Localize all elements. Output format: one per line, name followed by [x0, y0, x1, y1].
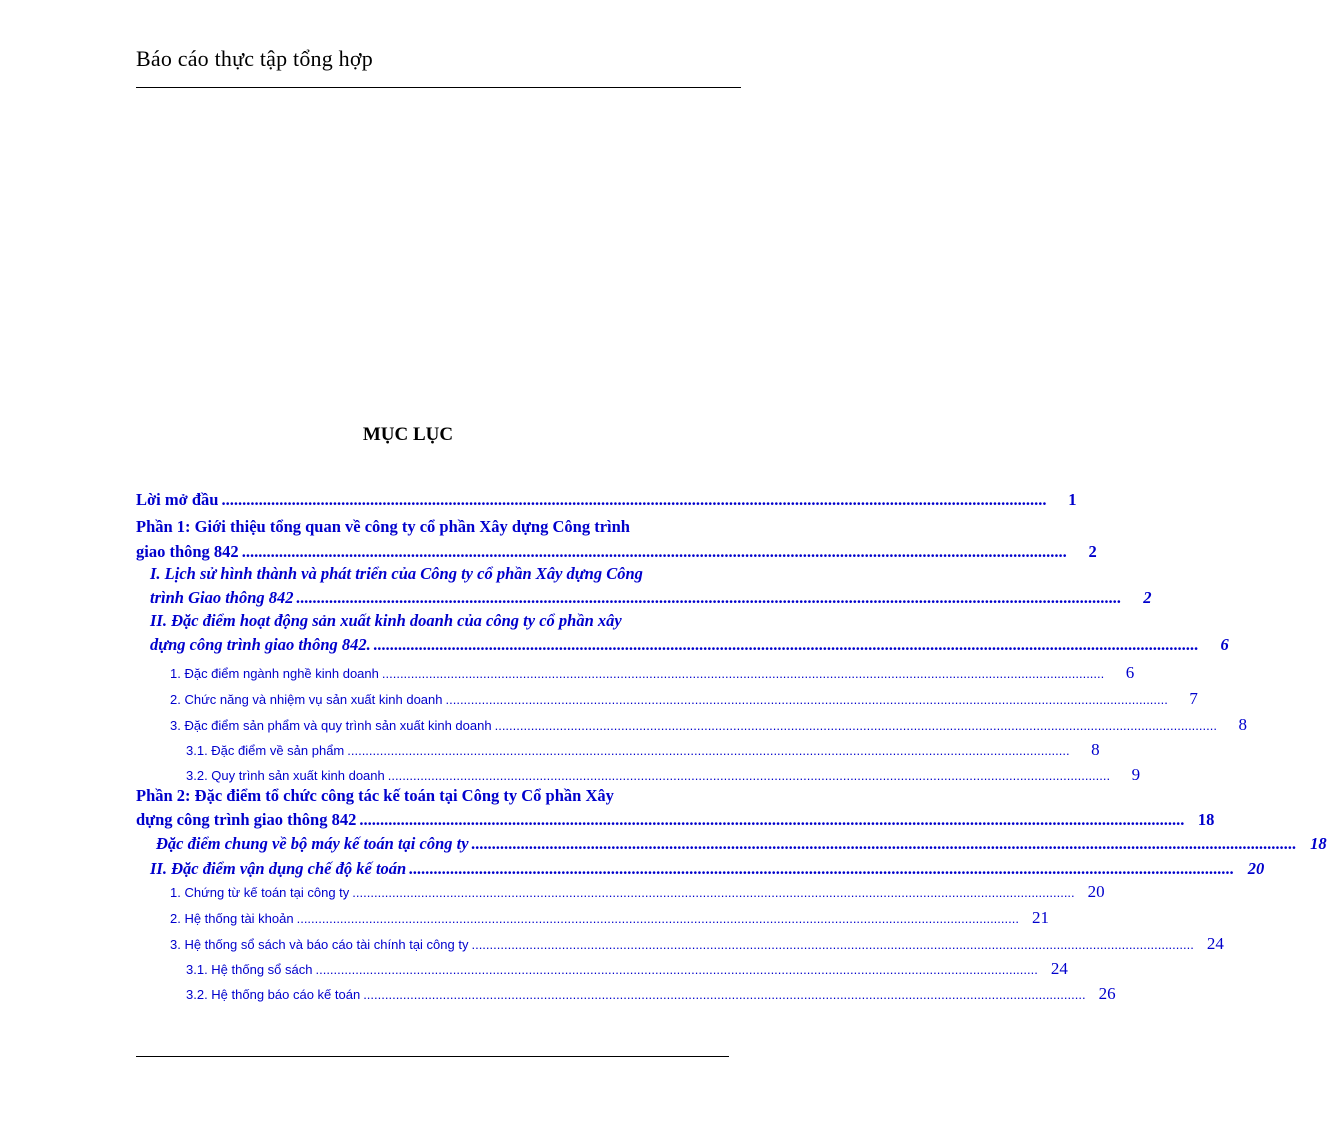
- toc-page-number: 20: [1087, 882, 1105, 901]
- toc-entry-text: 2. Hệ thống tài khoản: [170, 911, 294, 926]
- toc-leader: ........................................................................................................................................................................................................: [409, 859, 1235, 878]
- toc-entry-text: 3.2. Hệ thống báo cáo kế toán: [186, 987, 361, 1002]
- toc-entry-text: 1. Chứng từ kế toán tại công ty: [170, 885, 350, 900]
- toc-page-number: 26: [1098, 984, 1116, 1003]
- toc-entry-text: II. Đặc điểm hoạt động sản xuất kinh doanh của công ty cổ phần xây: [150, 611, 622, 630]
- toc-leader: ........................................................................................................................................................................................................: [352, 885, 1075, 900]
- toc-leader: ........................................................................................................................................................................................................: [221, 490, 1047, 509]
- page-header-title: Báo cáo thực tập tổng hợp: [136, 46, 373, 71]
- toc-page-number: 2: [1143, 588, 1152, 607]
- toc-entry-text: Phần 1: Giới thiệu tổng quan về công ty cổ phần Xây dựng Công trình: [136, 517, 630, 536]
- toc-entry-text: I. Lịch sử hình thành và phát triển của Công ty cổ phần Xây dựng Công: [150, 564, 643, 583]
- toc-leader: ........................................................................................................................................................................................................: [387, 768, 1111, 783]
- toc-heading: MỤC LỤC: [362, 424, 454, 445]
- toc-page-number: 1: [1068, 490, 1077, 509]
- toc-page-number: 18: [1310, 834, 1327, 853]
- toc-leader: ........................................................................................................................................................................................................: [296, 911, 1019, 926]
- toc-page-number: 24: [1206, 934, 1224, 953]
- toc-leader: ........................................................................................................................................................................................................: [359, 810, 1185, 829]
- toc-leader: ........................................................................................................................................................................................................: [381, 666, 1105, 681]
- toc-entry-text: dựng công trình giao thông 842.: [150, 635, 371, 654]
- toc-leader: ........................................................................................................................................................................................................: [241, 542, 1067, 561]
- toc-entry-text: Lời mở đầu: [136, 490, 219, 509]
- toc-leader: ........................................................................................................................................................................................................: [315, 962, 1038, 977]
- toc-entry-text: dựng công trình giao thông 842: [136, 810, 357, 829]
- toc-leader: ........................................................................................................................................................................................................: [471, 937, 1194, 952]
- toc-leader: ........................................................................................................................................................................................................: [373, 635, 1199, 654]
- toc-entry-text: 3.2. Quy trình sản xuất kinh doanh: [186, 768, 385, 783]
- toc-page-number: 24: [1050, 959, 1068, 978]
- toc-leader: ........................................................................................................................................................................................................: [494, 718, 1217, 733]
- toc-leader: ........................................................................................................................................................................................................: [363, 987, 1086, 1002]
- footer-rule: [136, 1056, 729, 1057]
- toc-leader: ........................................................................................................................................................................................................: [445, 692, 1168, 707]
- toc-page-number: 21: [1031, 908, 1049, 927]
- toc-page-number: 18: [1197, 810, 1215, 829]
- header-rule: [136, 87, 741, 88]
- toc-entry-text: 3. Hệ thống sổ sách và báo cáo tài chính tại công ty: [170, 937, 469, 952]
- toc-page-number: 8: [1091, 740, 1100, 759]
- toc-entry-text: Đặc điểm chung về bộ máy kế toán tại công ty: [156, 834, 469, 853]
- toc-entry-text: 3. Đặc điểm sản phẩm và quy trình sản xuất kinh doanh: [170, 718, 492, 733]
- toc-entry-text: 3.1. Hệ thống sổ sách: [186, 962, 313, 977]
- toc-entry-text: 2. Chức năng và nhiệm vụ sản xuất kinh doanh: [170, 692, 443, 707]
- toc-entry-text: Phần 2: Đặc điểm tổ chức công tác kế toán tại Công ty Cổ phần Xây: [136, 786, 614, 805]
- toc-entry-text: 3.1. Đặc điểm về sản phẩm: [186, 743, 345, 758]
- toc-leader: ........................................................................................................................................................................................................: [347, 743, 1070, 758]
- toc-page-number: 20: [1247, 859, 1265, 878]
- toc-leader: ........................................................................................................................................................................................................: [471, 834, 1297, 853]
- toc-page-number: 6: [1125, 663, 1135, 682]
- toc-page-number: 2: [1088, 542, 1097, 561]
- toc-page-number: 8: [1238, 715, 1247, 734]
- toc-entry-text: 1. Đặc điểm ngành nghề kinh doanh: [170, 666, 379, 681]
- toc-page-number: 9: [1131, 765, 1141, 784]
- toc-page-number: 7: [1189, 689, 1198, 708]
- toc-entry-text: trình Giao thông 842: [150, 588, 294, 607]
- toc-entry-text: II. Đặc điểm vận dụng chế độ kế toán: [150, 859, 407, 878]
- toc-entry-text: giao thông 842: [136, 542, 239, 561]
- toc-leader: ........................................................................................................................................................................................................: [296, 588, 1122, 607]
- toc-page-number: 6: [1220, 635, 1229, 654]
